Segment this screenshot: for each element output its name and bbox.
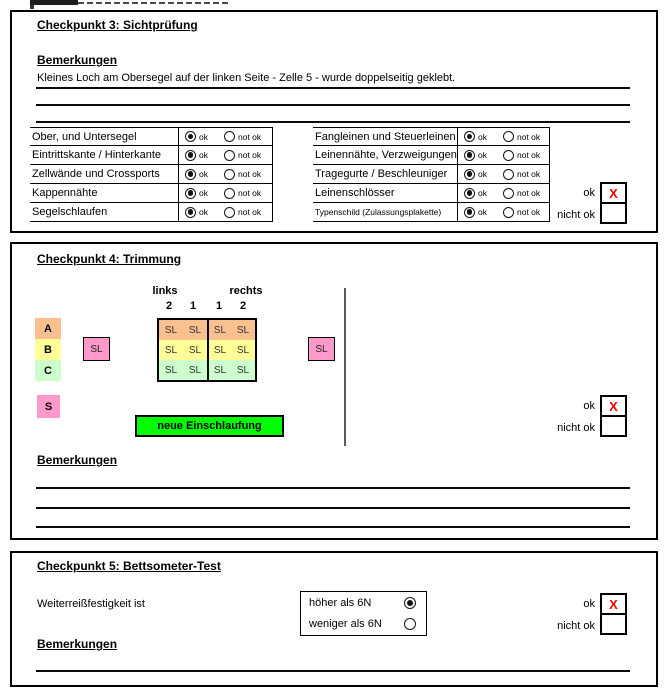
remarks-heading: Bemerkungen bbox=[37, 53, 118, 67]
not-ok-radio-label: not ok bbox=[516, 188, 541, 198]
grid-cell[interactable]: SL bbox=[236, 344, 250, 356]
not-ok-radio[interactable] bbox=[224, 188, 235, 199]
not-ok-radio-label: not ok bbox=[237, 131, 262, 142]
row-label: Zellwände und Crossports bbox=[30, 165, 178, 184]
remarks-heading: Bemerkungen bbox=[37, 637, 118, 651]
ok-radio-label: ok bbox=[199, 207, 208, 217]
ok-radio-label: ok bbox=[199, 150, 208, 160]
not-ok-radio-label: not ok bbox=[237, 150, 262, 160]
checkpoint3-section bbox=[10, 10, 658, 233]
table-row bbox=[313, 165, 550, 184]
row-label: Ober, und Untersegel bbox=[30, 127, 178, 146]
result-nicht-ok-label: nicht ok bbox=[557, 209, 595, 221]
result-ok-label: ok bbox=[583, 187, 595, 199]
ruled-line bbox=[36, 121, 630, 123]
result-nicht-ok-label: nicht ok bbox=[557, 620, 595, 632]
grid-cell[interactable]: SL bbox=[207, 340, 231, 360]
not-ok-radio[interactable] bbox=[503, 169, 514, 180]
cropped-text-artifact bbox=[78, 2, 228, 4]
not-ok-radio[interactable] bbox=[503, 131, 514, 142]
option-label: weniger als 6N bbox=[309, 618, 382, 630]
table-row bbox=[313, 184, 550, 203]
result-ok-label: ok bbox=[583, 598, 595, 610]
cropped-text-artifact bbox=[30, 0, 78, 5]
ok-radio-label: ok bbox=[199, 131, 208, 142]
ok-radio-label: ok bbox=[478, 150, 487, 160]
not-ok-radio[interactable] bbox=[224, 207, 235, 218]
grid-cell[interactable]: SL bbox=[188, 344, 202, 356]
grid-cell[interactable]: SL bbox=[188, 364, 202, 376]
table-row bbox=[30, 203, 273, 222]
result-nicht-ok-label: nicht ok bbox=[557, 422, 595, 434]
ok-radio[interactable] bbox=[185, 188, 196, 199]
section-title: Checkpunkt 4: Trimmung bbox=[37, 252, 182, 266]
row-label: Leinenschlösser bbox=[313, 184, 457, 203]
number-cell: 1 bbox=[189, 300, 197, 312]
riser-row-label-b: B bbox=[35, 339, 61, 360]
ok-radio-label: ok bbox=[199, 169, 208, 179]
ruled-line bbox=[36, 487, 630, 489]
checkpoint5-section bbox=[10, 551, 658, 687]
radio-cell bbox=[457, 184, 550, 203]
radio-cell bbox=[457, 127, 550, 146]
left-sl-badge[interactable]: SL bbox=[83, 337, 110, 361]
question-text: Weiterreißfestigkeit ist bbox=[37, 598, 145, 610]
ok-radio[interactable] bbox=[464, 169, 475, 180]
grid-cell[interactable]: SL bbox=[164, 364, 178, 376]
section-title: Checkpunkt 3: Sichtprüfung bbox=[37, 18, 198, 32]
radio-cell bbox=[457, 146, 550, 165]
not-ok-radio-label: not ok bbox=[516, 150, 541, 160]
ok-radio-label: ok bbox=[478, 188, 487, 198]
ruled-line bbox=[36, 104, 630, 106]
option-radio-hoeher[interactable] bbox=[404, 597, 416, 609]
result-ok-label: ok bbox=[583, 400, 595, 412]
not-ok-radio[interactable] bbox=[503, 188, 514, 199]
grid-cell[interactable]: SL bbox=[236, 324, 250, 336]
ok-radio[interactable] bbox=[185, 150, 196, 161]
grid-row-a bbox=[159, 320, 255, 340]
neue-einschlaufung-button[interactable]: neue Einschlaufung bbox=[135, 415, 284, 437]
grid-cell[interactable]: SL bbox=[164, 344, 178, 356]
not-ok-radio-label: not ok bbox=[237, 169, 262, 179]
result-nicht-ok-checkbox[interactable] bbox=[600, 202, 627, 224]
result-widget bbox=[540, 395, 627, 439]
section-title: Checkpunkt 5: Bettsometer-Test bbox=[37, 559, 221, 573]
row-label: Eintrittskante / Hinterkante bbox=[30, 146, 178, 165]
ok-radio-label: ok bbox=[199, 188, 208, 198]
row-label: Typenschild (Zulassungsplakette) bbox=[313, 203, 457, 222]
options-box bbox=[300, 591, 427, 636]
vertical-divider bbox=[344, 288, 346, 446]
not-ok-radio[interactable] bbox=[224, 169, 235, 180]
radio-cell bbox=[178, 203, 273, 222]
ruled-line bbox=[36, 670, 630, 672]
table-row bbox=[313, 127, 550, 146]
number-cell: 1 bbox=[215, 300, 223, 312]
grid-cell[interactable]: SL bbox=[236, 364, 250, 376]
table-row bbox=[30, 184, 273, 203]
right-sl-badge[interactable]: SL bbox=[308, 337, 335, 361]
ok-radio[interactable] bbox=[185, 169, 196, 180]
not-ok-radio[interactable] bbox=[503, 207, 514, 218]
result-nicht-ok-checkbox[interactable] bbox=[600, 415, 627, 437]
ruled-line bbox=[36, 87, 630, 89]
ruled-line bbox=[36, 526, 630, 528]
ruled-line bbox=[36, 507, 630, 509]
ok-radio[interactable] bbox=[464, 188, 475, 199]
table-row bbox=[30, 127, 273, 146]
row-label: Tragegurte / Beschleuniger bbox=[313, 165, 457, 184]
not-ok-radio-label: not ok bbox=[516, 169, 541, 179]
table-row bbox=[313, 203, 550, 222]
grid-cell[interactable]: SL bbox=[164, 324, 178, 336]
table-row bbox=[30, 165, 273, 184]
ok-radio[interactable] bbox=[464, 207, 475, 218]
x-mark: X bbox=[609, 398, 618, 414]
option-label: höher als 6N bbox=[309, 597, 372, 609]
grid-row-c bbox=[159, 360, 255, 380]
result-ok-checkbox[interactable] bbox=[600, 593, 627, 615]
column-numbers bbox=[157, 300, 255, 312]
not-ok-radio-label: not ok bbox=[516, 131, 541, 142]
row-label: Fangleinen und Steuerleinen bbox=[313, 127, 457, 146]
grid-cell[interactable]: SL bbox=[207, 320, 231, 340]
not-ok-radio-label: not ok bbox=[237, 188, 262, 198]
result-ok-checkbox[interactable] bbox=[600, 395, 627, 417]
checkpoint4-section bbox=[10, 242, 658, 540]
option-radio-weniger[interactable] bbox=[404, 618, 416, 630]
trim-grid bbox=[157, 318, 257, 382]
number-cell: 2 bbox=[239, 300, 247, 312]
grid-row-b bbox=[159, 340, 255, 360]
radio-cell bbox=[457, 203, 550, 222]
row-label: Leinennähte, Verzweigungen bbox=[313, 146, 457, 165]
inspection-table-right bbox=[313, 127, 550, 222]
cropped-text-artifact bbox=[30, 5, 34, 9]
option-row bbox=[301, 593, 426, 614]
ok-radio-label: ok bbox=[478, 131, 487, 142]
ok-radio-label: ok bbox=[478, 169, 487, 179]
inspection-table-left bbox=[30, 127, 273, 222]
grid-cell[interactable]: SL bbox=[207, 360, 231, 380]
radio-cell bbox=[457, 165, 550, 184]
riser-row-label-a: A bbox=[35, 318, 61, 339]
links-header: links bbox=[152, 285, 178, 297]
result-widget bbox=[540, 182, 627, 226]
not-ok-radio[interactable] bbox=[503, 150, 514, 161]
ok-radio[interactable] bbox=[185, 207, 196, 218]
remark-text: Kleines Loch am Obersegel auf der linken Seite - Zelle 5 - wurde doppelseitig geklebt. bbox=[37, 72, 456, 84]
row-label: Kappennähte bbox=[30, 184, 178, 203]
s-row-label: S bbox=[37, 395, 60, 418]
result-nicht-ok-checkbox[interactable] bbox=[600, 613, 627, 635]
riser-row-label-c: C bbox=[35, 360, 61, 381]
not-ok-radio-label: not ok bbox=[516, 207, 541, 217]
radio-cell bbox=[178, 165, 273, 184]
radio-cell bbox=[178, 127, 273, 146]
not-ok-radio[interactable] bbox=[224, 131, 235, 142]
radio-cell bbox=[178, 184, 273, 203]
table-row bbox=[313, 146, 550, 165]
rechts-header: rechts bbox=[229, 285, 263, 297]
ok-radio[interactable] bbox=[464, 150, 475, 161]
not-ok-radio-label: not ok bbox=[237, 207, 262, 217]
x-mark: X bbox=[609, 185, 618, 201]
radio-cell bbox=[178, 146, 273, 165]
table-row bbox=[30, 146, 273, 165]
ok-radio-label: ok bbox=[478, 207, 487, 217]
option-row bbox=[301, 614, 426, 635]
not-ok-radio[interactable] bbox=[224, 150, 235, 161]
result-widget bbox=[540, 593, 627, 637]
row-label: Segelschlaufen bbox=[30, 203, 178, 222]
x-mark: X bbox=[609, 596, 618, 612]
number-cell: 2 bbox=[165, 300, 173, 312]
grid-cell[interactable]: SL bbox=[188, 324, 202, 336]
remarks-heading: Bemerkungen bbox=[37, 453, 118, 467]
ok-radio[interactable] bbox=[464, 131, 475, 142]
result-ok-checkbox[interactable] bbox=[600, 182, 627, 204]
ok-radio[interactable] bbox=[185, 131, 196, 142]
